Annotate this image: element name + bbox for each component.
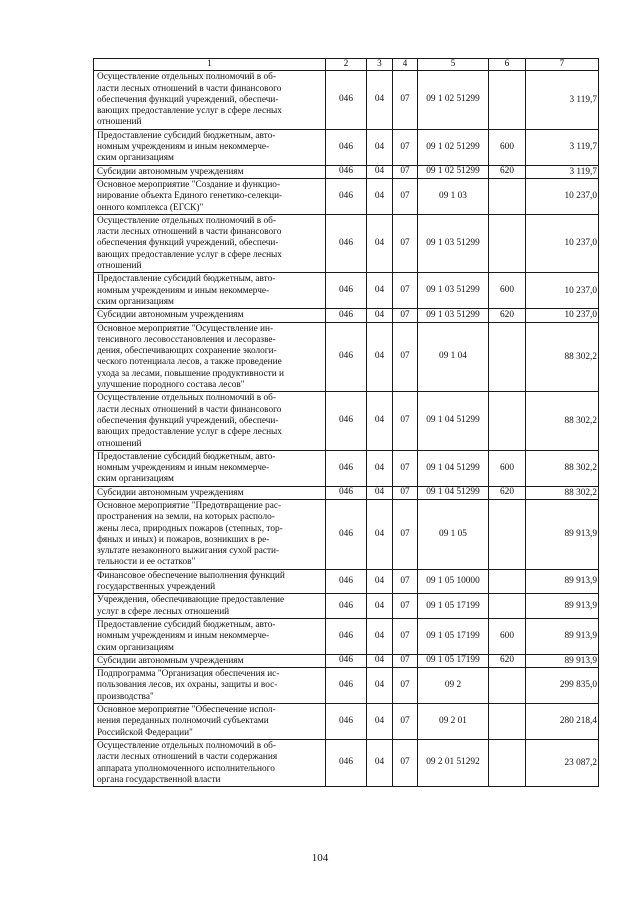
row-name-cell: Предоставление субсидий бюджетным, авто- номным учреждениям и иным некоммерче- ским организациям <box>94 273 326 309</box>
amount-cell: 23 087,2 <box>526 739 599 786</box>
table-row <box>94 569 599 594</box>
subsection-cell: 07 <box>393 178 418 214</box>
ministry-code-cell: 046 <box>326 704 367 740</box>
ministry-code-cell: 046 <box>326 618 367 654</box>
row-name-cell: Учреждения, обеспечивающие предоставление услуг в сфере лесных отношений <box>94 594 326 619</box>
ministry-code-cell: 046 <box>326 450 367 486</box>
subsection-cell: 07 <box>393 129 418 165</box>
row-name-cell: Финансовое обеспечение выполнения функций государственных учреждений <box>94 569 326 594</box>
section-cell: 04 <box>367 668 393 704</box>
subsection-cell: 07 <box>393 165 418 178</box>
section-cell: 04 <box>367 71 393 129</box>
ministry-code-cell: 046 <box>326 178 367 214</box>
row-name-cell: Субсидии автономным учреждениям <box>94 165 326 178</box>
section-cell: 04 <box>367 486 393 499</box>
column-header: 6 <box>489 59 526 71</box>
section-cell: 04 <box>367 165 393 178</box>
ministry-code-cell: 046 <box>326 71 367 129</box>
expense-type-cell <box>489 739 526 786</box>
row-name-cell: Субсидии автономным учреждениям <box>94 486 326 499</box>
target-article-cell: 09 1 03 <box>418 178 489 214</box>
table-row <box>94 129 599 165</box>
row-name-cell: Основное мероприятие "Осуществление ин- тенсивного лесовосстановления и лесоразве- дения, обеспечивающих сохранение экологи- ческого потенциала лесов, а также проведение ухода за лесами, повышение продуктивности и улучшение породного состава лесов" <box>94 322 326 392</box>
target-article-cell: 09 1 04 51299 <box>418 486 489 499</box>
row-name-cell: Основное мероприятие "Обеспечение испол- нения переданных полномочий субъектами Российской Федерации" <box>94 704 326 740</box>
column-header: 3 <box>367 59 393 71</box>
expense-type-cell <box>489 569 526 594</box>
subsection-cell: 07 <box>393 450 418 486</box>
table-row <box>94 668 599 704</box>
amount-cell: 88 302,2 <box>526 322 599 392</box>
page-number: 104 <box>311 852 329 864</box>
amount-cell: 10 237,0 <box>526 214 599 272</box>
section-cell: 04 <box>367 654 393 667</box>
table-row <box>94 71 599 129</box>
ministry-code-cell: 046 <box>326 739 367 786</box>
section-cell: 04 <box>367 569 393 594</box>
column-header: 2 <box>326 59 367 71</box>
section-cell: 04 <box>367 594 393 619</box>
target-article-cell: 09 1 04 <box>418 322 489 392</box>
ministry-code-cell: 046 <box>326 594 367 619</box>
table-row <box>94 704 599 740</box>
amount-cell: 3 119,7 <box>526 129 599 165</box>
row-name-cell: Предоставление субсидий бюджетным, авто- номным учреждениям и иным некоммерче- ским организациям <box>94 618 326 654</box>
section-cell: 04 <box>367 392 393 450</box>
target-article-cell: 09 1 03 51299 <box>418 273 489 309</box>
table-row <box>94 322 599 392</box>
subsection-cell: 07 <box>393 392 418 450</box>
subsection-cell: 07 <box>393 704 418 740</box>
column-header: 1 <box>94 59 326 71</box>
table-row <box>94 165 599 178</box>
amount-cell: 89 913,9 <box>526 569 599 594</box>
expense-type-cell: 600 <box>489 129 526 165</box>
subsection-cell: 07 <box>393 618 418 654</box>
table-row <box>94 618 599 654</box>
target-article-cell: 09 1 04 51299 <box>418 392 489 450</box>
target-article-cell: 09 1 03 51299 <box>418 214 489 272</box>
table-row <box>94 309 599 322</box>
table-row <box>94 392 599 450</box>
section-cell: 04 <box>367 178 393 214</box>
row-name-cell: Осуществление отдельных полномочий в об- ласти лесных отношений в части финансового обеспечения функций учреждений, обеспечи- вающих предоставление услуг в сфере лесных отношений <box>94 71 326 129</box>
expense-type-cell: 620 <box>489 654 526 667</box>
budget-table-container <box>93 58 598 787</box>
amount-cell: 88 302,2 <box>526 450 599 486</box>
ministry-code-cell: 046 <box>326 668 367 704</box>
target-article-cell: 09 1 05 <box>418 499 489 569</box>
column-header: 4 <box>393 59 418 71</box>
subsection-cell: 07 <box>393 654 418 667</box>
subsection-cell: 07 <box>393 499 418 569</box>
subsection-cell: 07 <box>393 322 418 392</box>
expense-type-cell <box>489 71 526 129</box>
target-article-cell: 09 2 01 51292 <box>418 739 489 786</box>
amount-cell: 89 913,9 <box>526 654 599 667</box>
table-row <box>94 178 599 214</box>
section-cell: 04 <box>367 618 393 654</box>
section-cell: 04 <box>367 273 393 309</box>
target-article-cell: 09 1 05 17199 <box>418 654 489 667</box>
target-article-cell: 09 1 05 10000 <box>418 569 489 594</box>
table-body <box>94 71 599 787</box>
header-row <box>94 59 599 71</box>
target-article-cell: 09 1 05 17199 <box>418 618 489 654</box>
subsection-cell: 07 <box>393 214 418 272</box>
amount-cell: 89 913,9 <box>526 618 599 654</box>
target-article-cell: 09 1 04 51299 <box>418 450 489 486</box>
target-article-cell: 09 1 05 17199 <box>418 594 489 619</box>
target-article-cell: 09 1 02 51299 <box>418 71 489 129</box>
section-cell: 04 <box>367 704 393 740</box>
expense-type-cell <box>489 594 526 619</box>
expense-type-cell: 600 <box>489 618 526 654</box>
section-cell: 04 <box>367 499 393 569</box>
amount-cell: 88 302,2 <box>526 392 599 450</box>
expense-type-cell <box>489 214 526 272</box>
subsection-cell: 07 <box>393 739 418 786</box>
expense-type-cell <box>489 322 526 392</box>
table-row <box>94 214 599 272</box>
expense-type-cell: 620 <box>489 309 526 322</box>
section-cell: 04 <box>367 129 393 165</box>
expense-type-cell: 600 <box>489 450 526 486</box>
subsection-cell: 07 <box>393 594 418 619</box>
expense-type-cell <box>489 392 526 450</box>
section-cell: 04 <box>367 322 393 392</box>
table-row <box>94 273 599 309</box>
row-name-cell: Основное мероприятие "Создание и функцио- нирование объекта Единого генетико-селекци- онного комплекса (ЕГСК)" <box>94 178 326 214</box>
amount-cell: 3 119,7 <box>526 71 599 129</box>
target-article-cell: 09 2 <box>418 668 489 704</box>
ministry-code-cell: 046 <box>326 499 367 569</box>
amount-cell: 299 835,0 <box>526 668 599 704</box>
expense-type-cell <box>489 704 526 740</box>
expense-type-cell <box>489 668 526 704</box>
section-cell: 04 <box>367 309 393 322</box>
subsection-cell: 07 <box>393 309 418 322</box>
ministry-code-cell: 046 <box>326 486 367 499</box>
table-row <box>94 739 599 786</box>
row-name-cell: Основное мероприятие "Предотвращение рас- пространения на земли, на которых располо- жены леса, природных пожаров (степных, тор- фяных и иных) и пожаров, возникших в ре- зультате незаконного выжигания сухой расти- тельности и ее остатков" <box>94 499 326 569</box>
section-cell: 04 <box>367 214 393 272</box>
ministry-code-cell: 046 <box>326 322 367 392</box>
target-article-cell: 09 1 02 51299 <box>418 129 489 165</box>
expense-type-cell <box>489 178 526 214</box>
target-article-cell: 09 1 02 51299 <box>418 165 489 178</box>
subsection-cell: 07 <box>393 71 418 129</box>
expense-type-cell: 620 <box>489 486 526 499</box>
table-row <box>94 450 599 486</box>
column-header: 7 <box>526 59 599 71</box>
table-row <box>94 594 599 619</box>
amount-cell: 89 913,9 <box>526 594 599 619</box>
ministry-code-cell: 046 <box>326 165 367 178</box>
amount-cell: 3 119,7 <box>526 165 599 178</box>
amount-cell: 280 218,4 <box>526 704 599 740</box>
subsection-cell: 07 <box>393 486 418 499</box>
subsection-cell: 07 <box>393 569 418 594</box>
row-name-cell: Субсидии автономным учреждениям <box>94 309 326 322</box>
table-row <box>94 499 599 569</box>
section-cell: 04 <box>367 450 393 486</box>
row-name-cell: Предоставление субсидий бюджетным, авто- номным учреждениям и иным некоммерче- ским организациям <box>94 450 326 486</box>
ministry-code-cell: 046 <box>326 129 367 165</box>
column-header: 5 <box>418 59 489 71</box>
subsection-cell: 07 <box>393 273 418 309</box>
ministry-code-cell: 046 <box>326 309 367 322</box>
section-cell: 04 <box>367 739 393 786</box>
table-row <box>94 654 599 667</box>
row-name-cell: Осуществление отдельных полномочий в об- ласти лесных отношений в части финансового обеспечения функций учреждений, обеспечи- вающих предоставление услуг в сфере лесных отношений <box>94 214 326 272</box>
row-name-cell: Субсидии автономным учреждениям <box>94 654 326 667</box>
row-name-cell: Осуществление отдельных полномочий в об- ласти лесных отношений в части содержания аппарата уполномоченного исполнительного органа государственной власти <box>94 739 326 786</box>
budget-table <box>93 58 599 787</box>
amount-cell: 10 237,0 <box>526 273 599 309</box>
expense-type-cell: 600 <box>489 273 526 309</box>
row-name-cell: Предоставление субсидий бюджетным, авто- номным учреждениям и иным некоммерче- ским организациям <box>94 129 326 165</box>
ministry-code-cell: 046 <box>326 569 367 594</box>
subsection-cell: 07 <box>393 668 418 704</box>
amount-cell: 10 237,0 <box>526 178 599 214</box>
target-article-cell: 09 1 03 51299 <box>418 309 489 322</box>
amount-cell: 89 913,9 <box>526 499 599 569</box>
table-row <box>94 486 599 499</box>
row-name-cell: Осуществление отдельных полномочий в об- ласти лесных отношений в части финансового обеспечения функций учреждений, обеспечи- вающих предоставление услуг в сфере лесных отношений <box>94 392 326 450</box>
amount-cell: 10 237,0 <box>526 309 599 322</box>
row-name-cell: Подпрограмма "Организация обеспечения ис- пользования лесов, их охраны, защиты и вос- производства" <box>94 668 326 704</box>
ministry-code-cell: 046 <box>326 273 367 309</box>
expense-type-cell: 620 <box>489 165 526 178</box>
ministry-code-cell: 046 <box>326 654 367 667</box>
ministry-code-cell: 046 <box>326 214 367 272</box>
expense-type-cell <box>489 499 526 569</box>
ministry-code-cell: 046 <box>326 392 367 450</box>
target-article-cell: 09 2 01 <box>418 704 489 740</box>
amount-cell: 88 302,2 <box>526 486 599 499</box>
